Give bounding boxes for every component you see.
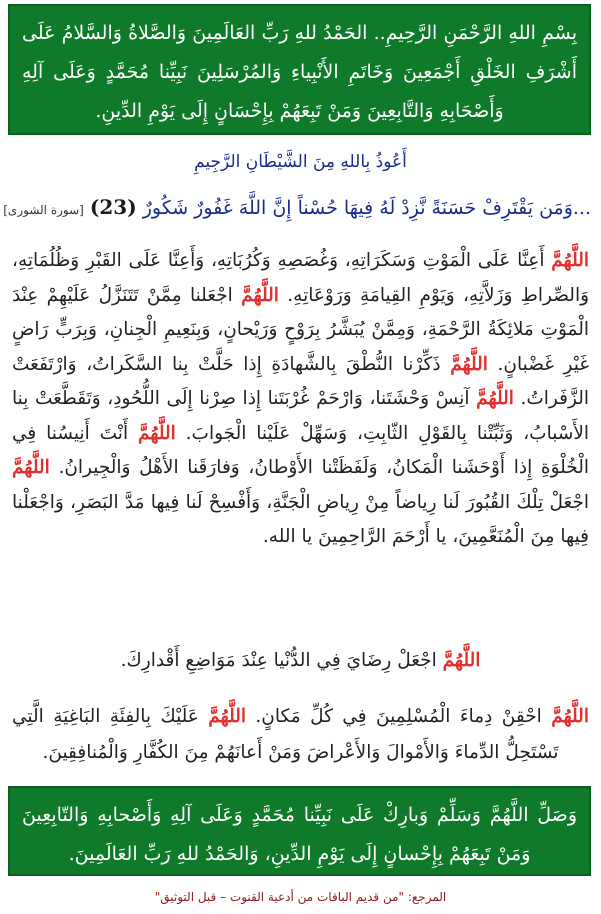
- dua-text: اجْعَلْ تِلْكَ القُبُورَ لَنا رِياضاً مِنْ رِياضِ الْجَنَّةِ، وَأَفْسِحْ لَنا فِيها مَدَّ البَصَرِ، وَاجْعَلْنا فِيها مِنَ الْمُنَعَّمِينَ، يا أَرْحَمَ الرَّاحِمِينَ يا الله.: [12, 491, 589, 547]
- dua-text: اجْعَلنا مِمَّنْ تَتَنَزَّلُ عَلَيْهِمْ عِنْدَ الْمَوْتِ مَلائِكَةُ الرَّحْمَةِ، وَمِمَّنْ يُبَشَّرُ بِرَوْحٍ وَرَيْحانٍ، وَبِنَعِيمِ الْجِنانِ، وَبِرَبٍّ رَاضٍ غَيْرِ غَضْبانٍ.: [12, 284, 589, 375]
- allahumma-word: اللَّهُمَّ: [208, 706, 246, 727]
- allahumma-word: اللَّهُمَّ: [551, 706, 589, 727]
- dua-muslimin-paragraph: [12, 699, 589, 775]
- reference-source: "من قديم الباقات من أدعية القنوت – قبل التوثيق": [154, 890, 405, 904]
- dua-text: أَعِنَّا عَلَى الْمَوْتِ وَسَكَرَاتِهِ، وَغُصَصِهِ وَكُرُبَاتِهِ، وَأَعِنَّا عَلَى القَبْرِ وَظُلُمَاتِهِ، وَالصِّراطِ وَزَلاَّتِهِ، وَيَوْمِ القِيامَةِ وَرَوْعَاتِهِ.: [12, 250, 590, 306]
- surah-reference: [سورة الشورى]: [3, 203, 84, 217]
- dua-text: ذَكِّرْنا النُّطْقَ بِالشَّهادَةِ إِذا حَلَّتْ بِنا السَّكَراتُ، وَارْتَفَعَتْ الزَّفَراتُ.: [12, 353, 589, 409]
- dua-text: عَلَيْكَ بِالفِئَةِ البَاغِيَةِ الَّتِي تَسْتَحِلُّ الدِّماءَ وَالأَمْوالَ وَالأَعْراضَ وَمَنْ أَعانَهُمْ مِنَ الكُفَّارِ وَالْمُنافِقِينَ.: [12, 706, 559, 763]
- ayah-number: (23): [89, 195, 137, 219]
- reference-label: المرجع:: [407, 890, 447, 904]
- closing-text: وَصَلِّ اللَّهُمَّ وَسَلِّمْ وَبارِكْ عَلَى نَبِيِّنا مُحَمَّدٍ وَعَلَى آلِهِ وَأَصْحابِهِ وَالتّابِعِينَ وَمَنْ تَبِعَهُمْ بِإِحْسانٍ إِلَى يَوْمِ الدِّينِ، وَالحَمْدُ للهِ رَبِّ العَالَمِينَ.: [22, 804, 577, 865]
- allahumma-word: اللَّهُمَّ: [551, 250, 589, 271]
- reference-line: [0, 885, 601, 909]
- allahumma-word: اللَّهُمَّ: [138, 422, 176, 444]
- closing-salawat-box: [8, 786, 591, 876]
- allahumma-word: اللَّهُمَّ: [476, 388, 514, 409]
- allahumma-word: اللَّهُمَّ: [241, 284, 279, 306]
- dua-main-paragraph: [12, 244, 589, 624]
- intro-basmala-box: [8, 4, 591, 135]
- isti3adha-line: أَعُوذُ بِاللهِ مِنَ الشَّيْطَانِ الرَّجِيمِ: [194, 152, 407, 172]
- allahumma-word: اللَّهُمَّ: [450, 353, 488, 375]
- intro-text: بِسْمِ اللهِ الرَّحْمَنِ الرَّحِيمِ.. الحَمْدُ للهِ رَبِّ العَالَمِينَ وَالصَّلاةُ وَالسَّلامُ عَلَى أَشْرَفِ الخَلْقِ أَجْمَعِينَ وَخَاتَمِ الأَنْبِياءِ وَالمُرْسَلِينَ نَبِيِّنا مُحَمَّدٍ وَعَلَى آلِهِ وَأَصْحَابِهِ وَالتَّابِعِينَ وَمَنْ تَبِعَهُمْ بِإِحْسَانٍ إِلَى يَوْمِ الدِّينِ.: [22, 22, 577, 122]
- dua-text: آنِسْ وَحْشَتَنا، وَارْحَمْ غُرْبَتَنا إِذا صِرْنا إِلَى اللُّحُودِ، وَتَقَطَّعَتْ بِنا الأَسْبابُ، وَثَبِّتْنا بِالقَوْلِ الثّابِتِ، وَسَهِّلْ عَلَيْنا الْجَوابَ.: [12, 388, 590, 444]
- ayah-text: ...وَمَن يَقْتَرِفْ حَسَنَةً نَّزِدْ لَهُ فِيهَا حُسْناً إِنَّ اللَّهَ غَفُورٌ شَكُورٌ: [142, 197, 591, 219]
- dua-text: احْقِنْ دِماءَ الْمُسْلِمِينَ فِي كُلِّ مَكانٍ.: [255, 706, 542, 727]
- dua-ridha-line: [12, 644, 589, 678]
- allahumma-word: اللَّهُمَّ: [12, 457, 50, 478]
- dua-text: اجْعَلْ رِضَايَ فِي الدُّنْيا عِنْدَ مَوَاضِعِ أَقْدارِكَ.: [120, 650, 437, 671]
- allahumma-word: اللَّهُمَّ: [442, 650, 481, 671]
- dua-text: أَنْتَ أَنِيسُنا فِي الْخُلْوَةِ إِذا أَوْحَشَنا الْمَكانُ، وَلَفَظَتْنا الأَوْطانُ، وَفارَقَنا الأَهْلُ وَالْجِيرانُ.: [12, 422, 589, 478]
- quran-ayah-line: [3, 190, 591, 224]
